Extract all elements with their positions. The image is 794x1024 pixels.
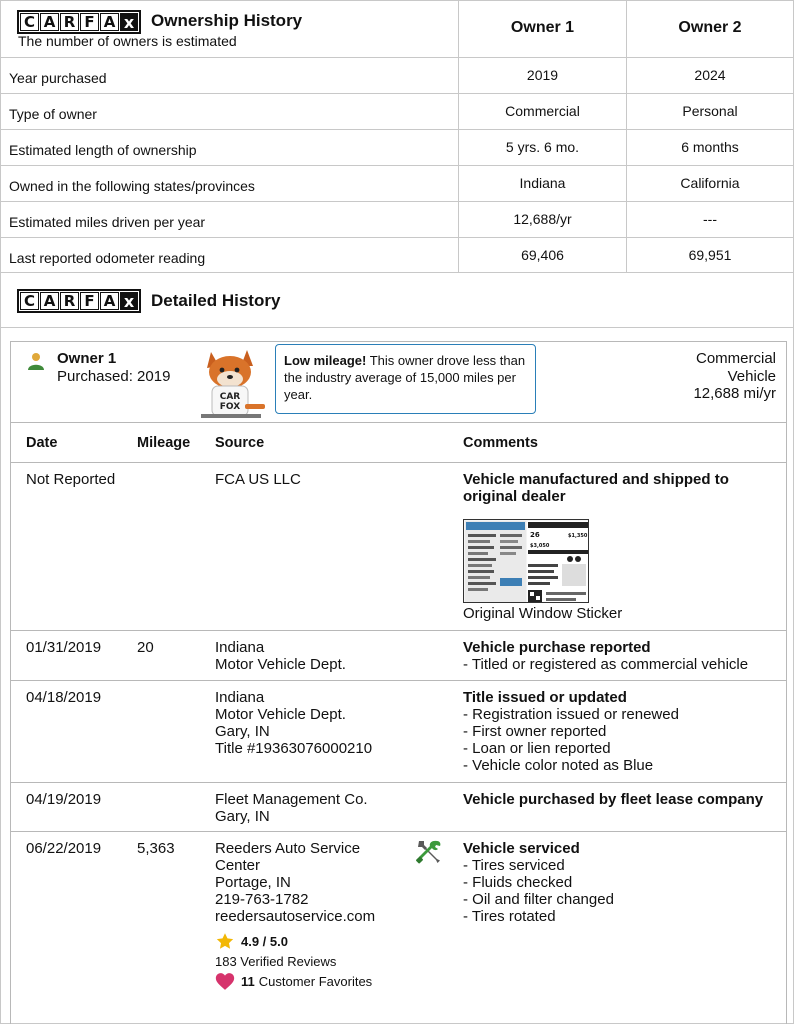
owner-2-value: 2024 [626, 58, 793, 93]
ownership-history-table [0, 0, 794, 275]
favorites-label: Customer Favorites [258, 973, 373, 989]
owner-summary-bar [11, 342, 786, 423]
ownership-row [1, 238, 793, 274]
carfax-logo: C A R F A x [17, 289, 141, 313]
low-mileage-callout: Low mileage! This owner drove less than the industry average of 15,000 miles per year. [275, 344, 536, 414]
owner-1-value: 12,688/yr [458, 202, 626, 237]
fox-shirt-text: CAR [219, 392, 241, 402]
service-rating: 4.9 / 5.0 [241, 933, 288, 949]
record-source: Reeders Auto Service Center Portage, IN 219-763-1782 reedersautoservice.com 4.9 / 5.0 183 Verified Reviews 11 Customer Favorites [215, 832, 419, 1002]
row-label: Owned in the following states/provinces [9, 177, 255, 194]
record-source: Indiana Motor Vehicle Dept. Gary, IN Title #19363076000210 [215, 689, 373, 757]
verified-reviews-link[interactable]: 183 Verified Reviews [215, 953, 337, 969]
record-date: 04/19/2019 [26, 791, 102, 808]
owner-history-card [10, 341, 787, 1024]
sticker-price1: $1,350 [568, 533, 588, 539]
column-comments: Comments [463, 434, 538, 451]
column-mileage: Mileage [137, 434, 191, 451]
ownership-row [1, 202, 793, 238]
ownership-header-cell [1, 1, 458, 57]
record-date: 06/22/2019 [26, 840, 102, 857]
record-comments: Vehicle manufactured and shipped to original dealer 26 $1,350 $3,050 Original Window Sticker [463, 463, 786, 630]
owner-2-value: 69,951 [626, 238, 793, 274]
record-source: FCA US LLC [215, 471, 301, 488]
ownership-row [1, 130, 793, 166]
sticker-price2: $3,050 [530, 543, 550, 549]
service-ratings [215, 931, 419, 991]
record-mileage [137, 783, 215, 831]
fox-shirt-text: FOX [219, 402, 241, 412]
ownership-title: Ownership History [151, 11, 303, 30]
ownership-row [1, 166, 793, 202]
owner-1-value: Indiana [458, 166, 626, 201]
record-date: Not Reported [26, 471, 116, 488]
owner-1-value: 5 yrs. 6 mo. [458, 130, 626, 165]
owner-1-value: 2019 [458, 58, 626, 93]
owner-2-header: Owner 2 [626, 1, 793, 57]
row-label: Estimated miles driven per year [9, 213, 206, 230]
favorites-count: 11 [241, 973, 255, 989]
record-mileage [137, 681, 215, 782]
owner-miles-per-year: 12,688 mi/yr [693, 385, 776, 402]
record-mileage: 20 [137, 639, 154, 656]
owner-type-summary: Commercial Vehicle 12,688 mi/yr [693, 350, 776, 402]
record-comments: Vehicle purchased by fleet lease company [463, 791, 764, 808]
owner-2-value: Personal [626, 94, 793, 129]
carfax-logo: C A R F A x [17, 10, 141, 34]
row-label: Year purchased [9, 69, 107, 86]
column-source: Source [215, 434, 265, 451]
record-source: Fleet Management Co. Gary, IN [215, 791, 368, 825]
record-date: 04/18/2019 [26, 689, 102, 706]
detailed-history-header [1, 273, 793, 328]
history-row [11, 832, 786, 1002]
ownership-row [1, 94, 793, 130]
owner-name: Owner 1 [57, 350, 117, 367]
ownership-subtitle: The number of owners is estimated [18, 33, 237, 49]
record-source: Indiana Motor Vehicle Dept. [215, 639, 346, 673]
owner-2-value: --- [626, 202, 793, 237]
row-label: Type of owner [9, 105, 97, 122]
owner-2-value: California [626, 166, 793, 201]
ownership-row [1, 58, 793, 94]
detailed-history-section [0, 272, 794, 1024]
owner-purchased: Purchased: 2019 [57, 368, 171, 385]
history-table-header [11, 423, 786, 463]
owner-1-value: Commercial [458, 94, 626, 129]
service-tools-icon [415, 838, 443, 866]
heart-icon [215, 972, 235, 991]
history-row [11, 463, 786, 631]
detailed-history-title: Detailed History [151, 291, 281, 310]
carfax-fox-mascot-icon [197, 348, 267, 420]
window-sticker-caption[interactable]: Original Window Sticker [463, 605, 623, 622]
record-mileage: 5,363 [137, 840, 175, 857]
person-icon [27, 352, 45, 370]
owner-2-value: 6 months [626, 130, 793, 165]
window-sticker-icon [464, 520, 589, 603]
record-comments: Vehicle serviced - Tires serviced - Fluids checked - Oil and filter changed - Tires rotated [463, 840, 614, 925]
row-label: Last reported odometer reading [9, 250, 206, 266]
service-website-link[interactable]: reedersautoservice.com [215, 908, 376, 925]
record-date: 01/31/2019 [26, 639, 102, 656]
history-row [11, 681, 786, 783]
record-comments: Vehicle purchase reported - Titled or registered as commercial vehicle [463, 639, 749, 673]
sticker-mpg: 26 [530, 531, 540, 539]
record-mileage [137, 463, 215, 630]
owner-1-value: 69,406 [458, 238, 626, 274]
column-date: Date [26, 434, 58, 451]
star-icon [215, 932, 235, 951]
history-row [11, 631, 786, 681]
row-label: Estimated length of ownership [9, 141, 197, 158]
history-row [11, 783, 786, 832]
record-comments: Title issued or updated - Registration issued or renewed - First owner reported - Loan or lien reported - Vehicle color noted as Blue [463, 689, 679, 774]
owner-1-header: Owner 1 [458, 1, 626, 57]
window-sticker-thumbnail[interactable] [463, 519, 589, 603]
ownership-header-row [1, 1, 793, 58]
